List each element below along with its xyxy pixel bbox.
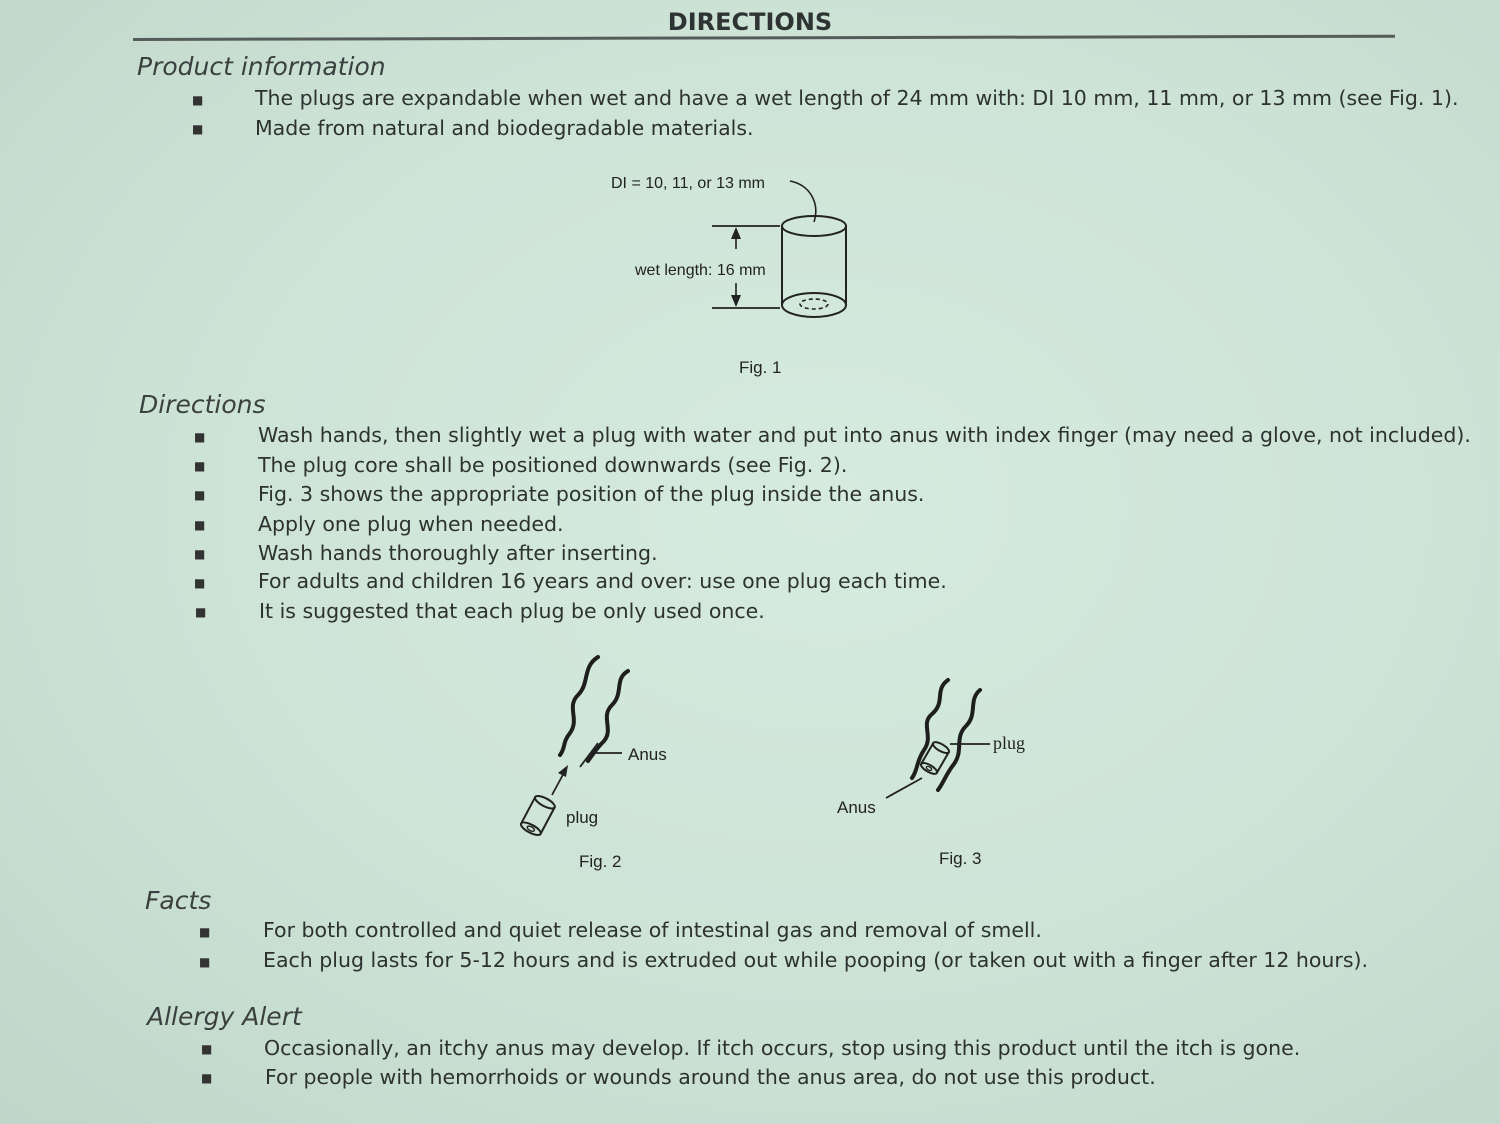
fig1-length-label: wet length: 16 mm xyxy=(635,262,766,279)
bullet-icon: ■ xyxy=(192,93,204,107)
allergy-item-2: For people with hemorrhoids or wounds around the anus area, do not use this product. xyxy=(265,1065,1156,1089)
figure-1-cylinder-diagram xyxy=(600,165,900,390)
fig3-plug-label: plug xyxy=(993,733,1026,753)
facts-item-1: For both controlled and quiet release of intestinal gas and removal of smell. xyxy=(263,918,1042,942)
directions-item-2: The plug core shall be positioned downwards (see Fig. 2). xyxy=(258,453,848,477)
fig2-anus-label: Anus xyxy=(628,745,667,764)
section-heading-product-information: Product information xyxy=(137,52,386,81)
fig1-di-label: DI = 10, 11, or 13 mm xyxy=(611,175,765,192)
figure-2-insertion-diagram xyxy=(500,645,700,880)
section-heading-facts: Facts xyxy=(145,886,212,915)
fig3-anus-label: Anus xyxy=(837,798,876,817)
fig2-plug-label: plug xyxy=(566,808,599,827)
bullet-icon: ■ xyxy=(194,547,206,561)
section-heading-directions: Directions xyxy=(139,390,266,419)
bullet-icon: ■ xyxy=(201,1071,213,1085)
bullet-icon: ■ xyxy=(194,576,206,590)
bullet-icon: ■ xyxy=(194,488,206,502)
directions-item-1: Wash hands, then slightly wet a plug with water and put into anus with index finger (may need a glove, not included). xyxy=(258,423,1471,447)
bullet-icon: ■ xyxy=(201,1042,213,1056)
facts-item-2: Each plug lasts for 5-12 hours and is extruded out while pooping (or taken out with a finger after 12 hours). xyxy=(263,948,1369,972)
bullet-icon: ■ xyxy=(194,459,206,473)
fig2-caption: Fig. 2 xyxy=(579,852,622,871)
directions-item-7: It is suggested that each plug be only used once. xyxy=(259,599,765,623)
figure-3-position-diagram xyxy=(830,670,1050,875)
directions-item-6: For adults and children 16 years and over: use one plug each time. xyxy=(258,569,947,593)
bullet-icon: ■ xyxy=(194,518,206,532)
bullet-icon: ■ xyxy=(194,430,206,444)
directions-item-4: Apply one plug when needed. xyxy=(258,512,564,536)
fig3-caption: Fig. 3 xyxy=(939,849,982,868)
fig1-caption: Fig. 1 xyxy=(739,358,782,377)
bullet-icon: ■ xyxy=(199,925,211,939)
product-info-item-2: Made from natural and biodegradable materials. xyxy=(255,116,754,140)
bullet-icon: ■ xyxy=(192,122,204,136)
product-info-item-1: The plugs are expandable when wet and have a wet length of 24 mm with: DI 10 mm, 11 mm, or 13 mm (see Fig. 1). xyxy=(255,86,1459,110)
directions-item-3: Fig. 3 shows the appropriate position of the plug inside the anus. xyxy=(258,482,925,506)
directions-item-5: Wash hands thoroughly after inserting. xyxy=(258,541,658,565)
section-heading-allergy-alert: Allergy Alert xyxy=(147,1002,302,1031)
allergy-item-1: Occasionally, an itchy anus may develop. If itch occurs, stop using this product until the itch is gone. xyxy=(264,1036,1301,1060)
bullet-icon: ■ xyxy=(195,605,207,619)
page-title: DIRECTIONS xyxy=(667,8,833,36)
bullet-icon: ■ xyxy=(199,955,211,969)
